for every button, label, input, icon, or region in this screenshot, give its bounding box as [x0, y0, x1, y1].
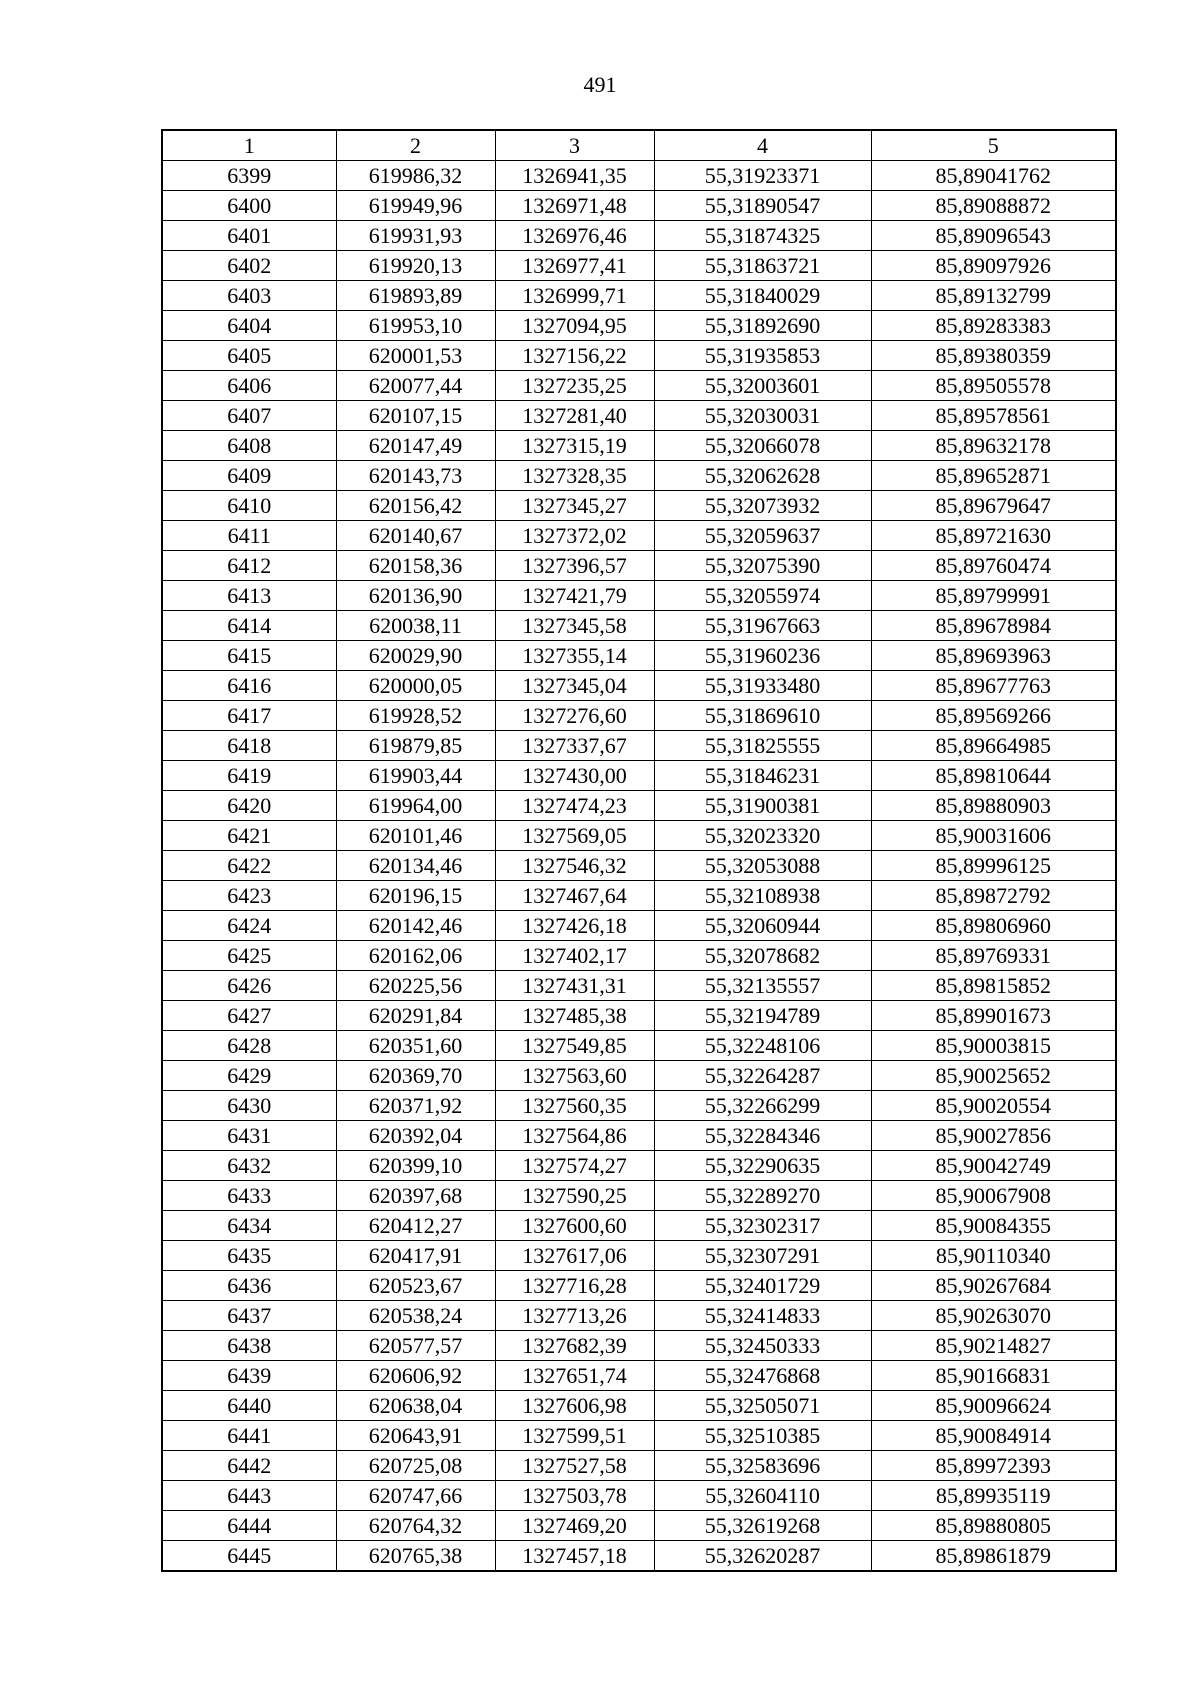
- cell-longitude: 85,89505578: [871, 371, 1116, 401]
- cell-longitude: 85,89972393: [871, 1451, 1116, 1481]
- cell-coord-x: 619931,93: [336, 221, 495, 251]
- cell-latitude: 55,32302317: [654, 1211, 871, 1241]
- cell-latitude: 55,31863721: [654, 251, 871, 281]
- cell-coord-y: 1327682,39: [495, 1331, 654, 1361]
- cell-coord-y: 1327590,25: [495, 1181, 654, 1211]
- cell-longitude: 85,89097926: [871, 251, 1116, 281]
- cell-coord-x: 620764,32: [336, 1511, 495, 1541]
- cell-point-number: 6419: [162, 761, 336, 791]
- cell-point-number: 6402: [162, 251, 336, 281]
- cell-coord-y: 1327549,85: [495, 1031, 654, 1061]
- cell-point-number: 6404: [162, 311, 336, 341]
- cell-latitude: 55,32290635: [654, 1151, 871, 1181]
- cell-coord-x: 620142,46: [336, 911, 495, 941]
- cell-coord-y: 1327469,20: [495, 1511, 654, 1541]
- cell-coord-x: 620029,90: [336, 641, 495, 671]
- cell-latitude: 55,32264287: [654, 1061, 871, 1091]
- cell-coord-x: 619879,85: [336, 731, 495, 761]
- cell-latitude: 55,31846231: [654, 761, 871, 791]
- cell-coord-y: 1327431,31: [495, 971, 654, 1001]
- table-row: [162, 791, 1116, 821]
- cell-longitude: 85,90110340: [871, 1241, 1116, 1271]
- cell-latitude: 55,32053088: [654, 851, 871, 881]
- cell-coord-y: 1327560,35: [495, 1091, 654, 1121]
- cell-longitude: 85,89578561: [871, 401, 1116, 431]
- table-row: [162, 221, 1116, 251]
- table-row: [162, 1151, 1116, 1181]
- cell-coord-x: 620765,38: [336, 1541, 495, 1572]
- cell-latitude: 55,32060944: [654, 911, 871, 941]
- cell-coord-x: 620225,56: [336, 971, 495, 1001]
- cell-point-number: 6438: [162, 1331, 336, 1361]
- cell-latitude: 55,32030031: [654, 401, 871, 431]
- table-body: [162, 161, 1116, 1572]
- cell-latitude: 55,31840029: [654, 281, 871, 311]
- cell-latitude: 55,32073932: [654, 491, 871, 521]
- cell-point-number: 6443: [162, 1481, 336, 1511]
- cell-point-number: 6445: [162, 1541, 336, 1572]
- table-row: [162, 371, 1116, 401]
- cell-longitude: 85,89693963: [871, 641, 1116, 671]
- cell-point-number: 6440: [162, 1391, 336, 1421]
- cell-coord-y: 1327337,67: [495, 731, 654, 761]
- cell-coord-x: 620134,46: [336, 851, 495, 881]
- page-number: 491: [583, 72, 617, 97]
- cell-coord-x: 620101,46: [336, 821, 495, 851]
- cell-coord-x: 620147,49: [336, 431, 495, 461]
- cell-coord-x: 620001,53: [336, 341, 495, 371]
- cell-coord-x: 620638,04: [336, 1391, 495, 1421]
- cell-longitude: 85,89861879: [871, 1541, 1116, 1572]
- cell-latitude: 55,31933480: [654, 671, 871, 701]
- cell-coord-y: 1327345,58: [495, 611, 654, 641]
- cell-coord-y: 1327328,35: [495, 461, 654, 491]
- table-row: [162, 1361, 1116, 1391]
- cell-coord-x: 620136,90: [336, 581, 495, 611]
- cell-coord-x: 619920,13: [336, 251, 495, 281]
- cell-coord-y: 1327713,26: [495, 1301, 654, 1331]
- cell-longitude: 85,89380359: [871, 341, 1116, 371]
- cell-longitude: 85,89721630: [871, 521, 1116, 551]
- table-row: [162, 671, 1116, 701]
- table-row: [162, 1331, 1116, 1361]
- cell-coord-y: 1327281,40: [495, 401, 654, 431]
- cell-latitude: 55,31960236: [654, 641, 871, 671]
- table-row: [162, 251, 1116, 281]
- cell-coord-y: 1327606,98: [495, 1391, 654, 1421]
- table-row: [162, 401, 1116, 431]
- cell-coord-x: 620371,92: [336, 1091, 495, 1121]
- cell-longitude: 85,89799991: [871, 581, 1116, 611]
- cell-coord-y: 1327600,60: [495, 1211, 654, 1241]
- cell-point-number: 6405: [162, 341, 336, 371]
- cell-coord-y: 1327599,51: [495, 1421, 654, 1451]
- cell-latitude: 55,32619268: [654, 1511, 871, 1541]
- cell-coord-y: 1327235,25: [495, 371, 654, 401]
- cell-coord-y: 1327651,74: [495, 1361, 654, 1391]
- cell-point-number: 6424: [162, 911, 336, 941]
- table-row: [162, 341, 1116, 371]
- cell-point-number: 6432: [162, 1151, 336, 1181]
- cell-latitude: 55,32414833: [654, 1301, 871, 1331]
- cell-coord-y: 1327156,22: [495, 341, 654, 371]
- cell-point-number: 6401: [162, 221, 336, 251]
- cell-point-number: 6406: [162, 371, 336, 401]
- cell-point-number: 6437: [162, 1301, 336, 1331]
- table-row: [162, 1121, 1116, 1151]
- cell-coord-y: 1327276,60: [495, 701, 654, 731]
- cell-coord-x: 620397,68: [336, 1181, 495, 1211]
- cell-coord-x: 620523,67: [336, 1271, 495, 1301]
- cell-longitude: 85,90031606: [871, 821, 1116, 851]
- cell-latitude: 55,32003601: [654, 371, 871, 401]
- cell-coord-x: 620107,15: [336, 401, 495, 431]
- table-row: [162, 761, 1116, 791]
- cell-coord-y: 1327564,86: [495, 1121, 654, 1151]
- cell-coord-y: 1327574,27: [495, 1151, 654, 1181]
- cell-coord-x: 620577,57: [336, 1331, 495, 1361]
- cell-coord-y: 1326971,48: [495, 191, 654, 221]
- cell-coord-y: 1327563,60: [495, 1061, 654, 1091]
- table-row: [162, 1031, 1116, 1061]
- cell-coord-y: 1327402,17: [495, 941, 654, 971]
- cell-longitude: 85,89996125: [871, 851, 1116, 881]
- cell-longitude: 85,89679647: [871, 491, 1116, 521]
- cell-coord-x: 619928,52: [336, 701, 495, 731]
- cell-latitude: 55,32066078: [654, 431, 871, 461]
- table-row: [162, 1421, 1116, 1451]
- table-row: [162, 971, 1116, 1001]
- cell-latitude: 55,32505071: [654, 1391, 871, 1421]
- cell-point-number: 6414: [162, 611, 336, 641]
- cell-point-number: 6433: [162, 1181, 336, 1211]
- cell-latitude: 55,32266299: [654, 1091, 871, 1121]
- table-row: [162, 551, 1116, 581]
- cell-coord-y: 1327421,79: [495, 581, 654, 611]
- cell-latitude: 55,32476868: [654, 1361, 871, 1391]
- cell-longitude: 85,90027856: [871, 1121, 1116, 1151]
- cell-coord-y: 1326941,35: [495, 161, 654, 191]
- cell-point-number: 6431: [162, 1121, 336, 1151]
- cell-point-number: 6399: [162, 161, 336, 191]
- cell-coord-x: 620399,10: [336, 1151, 495, 1181]
- table-header-row: [162, 130, 1116, 161]
- cell-latitude: 55,31935853: [654, 341, 871, 371]
- cell-coord-x: 620000,05: [336, 671, 495, 701]
- cell-point-number: 6407: [162, 401, 336, 431]
- cell-latitude: 55,32023320: [654, 821, 871, 851]
- table-row: [162, 1211, 1116, 1241]
- cell-longitude: 85,89664985: [871, 731, 1116, 761]
- cell-point-number: 6416: [162, 671, 336, 701]
- cell-coord-y: 1327345,04: [495, 671, 654, 701]
- table-row: [162, 431, 1116, 461]
- cell-coord-y: 1327503,78: [495, 1481, 654, 1511]
- cell-coord-y: 1326977,41: [495, 251, 654, 281]
- cell-coord-x: 620351,60: [336, 1031, 495, 1061]
- cell-longitude: 85,89652871: [871, 461, 1116, 491]
- cell-coord-y: 1326976,46: [495, 221, 654, 251]
- column-header-5: 5: [871, 130, 1116, 161]
- cell-point-number: 6409: [162, 461, 336, 491]
- cell-coord-y: 1327372,02: [495, 521, 654, 551]
- cell-coord-y: 1327716,28: [495, 1271, 654, 1301]
- cell-point-number: 6413: [162, 581, 336, 611]
- table-row: [162, 1481, 1116, 1511]
- cell-latitude: 55,32194789: [654, 1001, 871, 1031]
- cell-longitude: 85,89769331: [871, 941, 1116, 971]
- cell-latitude: 55,31890547: [654, 191, 871, 221]
- cell-longitude: 85,90025652: [871, 1061, 1116, 1091]
- column-header-1: 1: [162, 130, 336, 161]
- cell-longitude: 85,89569266: [871, 701, 1116, 731]
- cell-coord-y: 1327345,27: [495, 491, 654, 521]
- cell-point-number: 6426: [162, 971, 336, 1001]
- cell-coord-x: 620606,92: [336, 1361, 495, 1391]
- cell-point-number: 6439: [162, 1361, 336, 1391]
- cell-coord-y: 1327546,32: [495, 851, 654, 881]
- cell-longitude: 85,90042749: [871, 1151, 1116, 1181]
- table-row: [162, 281, 1116, 311]
- cell-longitude: 85,89935119: [871, 1481, 1116, 1511]
- cell-coord-x: 619893,89: [336, 281, 495, 311]
- cell-latitude: 55,32135557: [654, 971, 871, 1001]
- table-row: [162, 1511, 1116, 1541]
- cell-longitude: 85,89815852: [871, 971, 1116, 1001]
- cell-coord-y: 1327569,05: [495, 821, 654, 851]
- cell-coord-x: 620291,84: [336, 1001, 495, 1031]
- table-row: [162, 1451, 1116, 1481]
- cell-latitude: 55,32620287: [654, 1541, 871, 1572]
- cell-point-number: 6400: [162, 191, 336, 221]
- cell-coord-x: 620369,70: [336, 1061, 495, 1091]
- cell-longitude: 85,90214827: [871, 1331, 1116, 1361]
- cell-coord-x: 619964,00: [336, 791, 495, 821]
- cell-point-number: 6442: [162, 1451, 336, 1481]
- cell-coord-y: 1327485,38: [495, 1001, 654, 1031]
- cell-latitude: 55,32075390: [654, 551, 871, 581]
- cell-longitude: 85,89677763: [871, 671, 1116, 701]
- cell-longitude: 85,89880903: [871, 791, 1116, 821]
- cell-coord-y: 1327355,14: [495, 641, 654, 671]
- cell-longitude: 85,89806960: [871, 911, 1116, 941]
- cell-coord-x: 619986,32: [336, 161, 495, 191]
- cell-latitude: 55,31892690: [654, 311, 871, 341]
- table-row: [162, 491, 1116, 521]
- cell-latitude: 55,31967663: [654, 611, 871, 641]
- cell-coord-x: 620156,42: [336, 491, 495, 521]
- cell-point-number: 6421: [162, 821, 336, 851]
- cell-point-number: 6435: [162, 1241, 336, 1271]
- cell-coord-y: 1327094,95: [495, 311, 654, 341]
- cell-point-number: 6408: [162, 431, 336, 461]
- cell-coord-y: 1326999,71: [495, 281, 654, 311]
- table-row: [162, 1301, 1116, 1331]
- cell-coord-x: 620162,06: [336, 941, 495, 971]
- cell-point-number: 6425: [162, 941, 336, 971]
- cell-latitude: 55,32401729: [654, 1271, 871, 1301]
- cell-latitude: 55,32450333: [654, 1331, 871, 1361]
- cell-point-number: 6415: [162, 641, 336, 671]
- table-row: [162, 641, 1116, 671]
- coordinates-table: [161, 129, 1117, 1572]
- cell-latitude: 55,32289270: [654, 1181, 871, 1211]
- cell-point-number: 6422: [162, 851, 336, 881]
- cell-coord-x: 620417,91: [336, 1241, 495, 1271]
- cell-coord-x: 620077,44: [336, 371, 495, 401]
- table-row: [162, 1271, 1116, 1301]
- table-row: [162, 941, 1116, 971]
- cell-longitude: 85,89283383: [871, 311, 1116, 341]
- cell-point-number: 6412: [162, 551, 336, 581]
- cell-latitude: 55,32059637: [654, 521, 871, 551]
- cell-point-number: 6418: [162, 731, 336, 761]
- cell-latitude: 55,32108938: [654, 881, 871, 911]
- cell-coord-y: 1327467,64: [495, 881, 654, 911]
- cell-longitude: 85,89132799: [871, 281, 1116, 311]
- table-row: [162, 161, 1116, 191]
- cell-longitude: 85,90020554: [871, 1091, 1116, 1121]
- cell-point-number: 6427: [162, 1001, 336, 1031]
- cell-latitude: 55,31874325: [654, 221, 871, 251]
- cell-coord-y: 1327457,18: [495, 1541, 654, 1572]
- cell-point-number: 6429: [162, 1061, 336, 1091]
- table-row: [162, 1241, 1116, 1271]
- cell-coord-x: 620158,36: [336, 551, 495, 581]
- cell-longitude: 85,90003815: [871, 1031, 1116, 1061]
- column-header-4: 4: [654, 130, 871, 161]
- cell-latitude: 55,32604110: [654, 1481, 871, 1511]
- cell-latitude: 55,32078682: [654, 941, 871, 971]
- cell-longitude: 85,89041762: [871, 161, 1116, 191]
- table-row: [162, 851, 1116, 881]
- cell-longitude: 85,90263070: [871, 1301, 1116, 1331]
- cell-longitude: 85,90096624: [871, 1391, 1116, 1421]
- cell-longitude: 85,89760474: [871, 551, 1116, 581]
- cell-point-number: 6420: [162, 791, 336, 821]
- cell-point-number: 6428: [162, 1031, 336, 1061]
- cell-latitude: 55,32248106: [654, 1031, 871, 1061]
- table-row: [162, 911, 1116, 941]
- table-row: [162, 521, 1116, 551]
- cell-coord-x: 620143,73: [336, 461, 495, 491]
- cell-latitude: 55,31825555: [654, 731, 871, 761]
- cell-point-number: 6403: [162, 281, 336, 311]
- cell-longitude: 85,90267684: [871, 1271, 1116, 1301]
- table-row: [162, 1001, 1116, 1031]
- cell-longitude: 85,89632178: [871, 431, 1116, 461]
- cell-coord-x: 620747,66: [336, 1481, 495, 1511]
- cell-latitude: 55,32307291: [654, 1241, 871, 1271]
- cell-latitude: 55,31923371: [654, 161, 871, 191]
- cell-longitude: 85,89678984: [871, 611, 1116, 641]
- cell-coord-x: 620196,15: [336, 881, 495, 911]
- cell-longitude: 85,89088872: [871, 191, 1116, 221]
- cell-longitude: 85,89880805: [871, 1511, 1116, 1541]
- cell-point-number: 6410: [162, 491, 336, 521]
- cell-latitude: 55,32062628: [654, 461, 871, 491]
- cell-point-number: 6444: [162, 1511, 336, 1541]
- table-row: [162, 1541, 1116, 1572]
- cell-latitude: 55,32510385: [654, 1421, 871, 1451]
- cell-coord-y: 1327396,57: [495, 551, 654, 581]
- cell-latitude: 55,31869610: [654, 701, 871, 731]
- cell-coord-y: 1327426,18: [495, 911, 654, 941]
- cell-coord-y: 1327527,58: [495, 1451, 654, 1481]
- cell-longitude: 85,90084914: [871, 1421, 1116, 1451]
- cell-coord-x: 619949,96: [336, 191, 495, 221]
- cell-longitude: 85,90166831: [871, 1361, 1116, 1391]
- table-row: [162, 881, 1116, 911]
- table-row: [162, 1091, 1116, 1121]
- cell-coord-y: 1327474,23: [495, 791, 654, 821]
- cell-longitude: 85,90084355: [871, 1211, 1116, 1241]
- cell-point-number: 6441: [162, 1421, 336, 1451]
- table-row: [162, 191, 1116, 221]
- table-row: [162, 731, 1116, 761]
- column-header-2: 2: [336, 130, 495, 161]
- table-row: [162, 461, 1116, 491]
- cell-point-number: 6430: [162, 1091, 336, 1121]
- cell-coord-x: 620392,04: [336, 1121, 495, 1151]
- cell-coord-x: 619903,44: [336, 761, 495, 791]
- cell-coord-x: 620643,91: [336, 1421, 495, 1451]
- cell-longitude: 85,89810644: [871, 761, 1116, 791]
- cell-coord-x: 620140,67: [336, 521, 495, 551]
- cell-point-number: 6417: [162, 701, 336, 731]
- cell-coord-x: 620538,24: [336, 1301, 495, 1331]
- cell-point-number: 6423: [162, 881, 336, 911]
- table-row: [162, 1181, 1116, 1211]
- cell-longitude: 85,90067908: [871, 1181, 1116, 1211]
- table-row: [162, 581, 1116, 611]
- cell-coord-x: 619953,10: [336, 311, 495, 341]
- cell-point-number: 6411: [162, 521, 336, 551]
- cell-latitude: 55,32284346: [654, 1121, 871, 1151]
- cell-longitude: 85,89096543: [871, 221, 1116, 251]
- table-row: [162, 701, 1116, 731]
- cell-coord-x: 620725,08: [336, 1451, 495, 1481]
- cell-coord-x: 620412,27: [336, 1211, 495, 1241]
- cell-coord-y: 1327617,06: [495, 1241, 654, 1271]
- cell-latitude: 55,31900381: [654, 791, 871, 821]
- cell-coord-y: 1327430,00: [495, 761, 654, 791]
- table-row: [162, 311, 1116, 341]
- cell-point-number: 6436: [162, 1271, 336, 1301]
- cell-longitude: 85,89901673: [871, 1001, 1116, 1031]
- cell-latitude: 55,32055974: [654, 581, 871, 611]
- cell-coord-x: 620038,11: [336, 611, 495, 641]
- table-row: [162, 611, 1116, 641]
- cell-longitude: 85,89872792: [871, 881, 1116, 911]
- cell-latitude: 55,32583696: [654, 1451, 871, 1481]
- table-row: [162, 1061, 1116, 1091]
- table-row: [162, 1391, 1116, 1421]
- table-row: [162, 821, 1116, 851]
- cell-point-number: 6434: [162, 1211, 336, 1241]
- cell-coord-y: 1327315,19: [495, 431, 654, 461]
- column-header-3: 3: [495, 130, 654, 161]
